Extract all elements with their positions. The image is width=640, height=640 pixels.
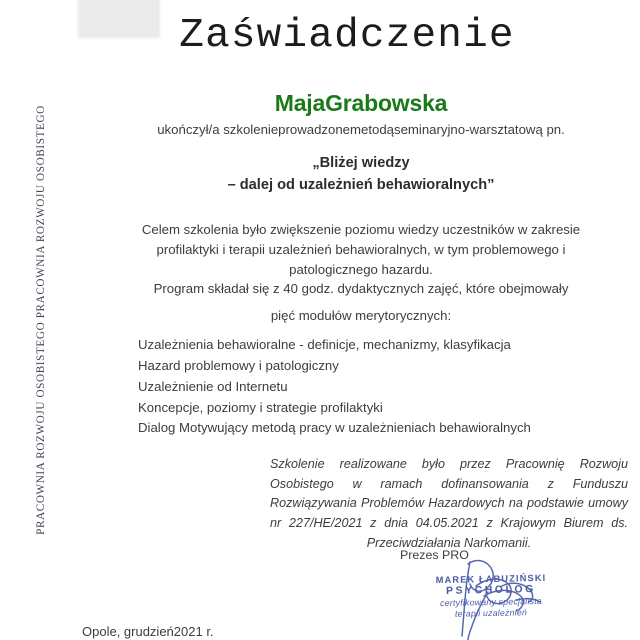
completion-subline: ukończył/a szkolenieprowadzonemetodąseminaryjno-warsztatową pn. <box>157 122 565 137</box>
stamp-profession: PSYCHOLOG <box>445 584 536 597</box>
modules-intro: pięć modułów merytorycznych: <box>270 308 452 323</box>
recipient-name: MajaGrabowska <box>274 90 448 116</box>
place-and-date: Opole, grudzień2021 r. <box>82 624 214 639</box>
page-title: Zaświadczenie <box>179 13 515 59</box>
purpose-paragraph: Celem szkolenia było zwiększenie poziomu wiedzy uczestników w zakresie profilaktyki i terapii uzależnień behawioralnych, w tym problemowego i patologicznego hazardu. <box>141 222 581 277</box>
module-list <box>138 335 598 439</box>
training-title <box>82 152 640 196</box>
funding-note: Szkolenie realizowane było przez Pracownię Rozwoju Osobistego w ramach dofinansowania z Funduszu Rozwiązywania Problemów Hazardowych na podstawie umowy nr 227/HE/2021 z dnia 04.05.2021 z Krajowym Biurem ds. Przeciwdziałania Narkomanii. <box>270 457 628 550</box>
training-title-line-2: – dalej od uzależnień behawioralnych” <box>227 177 495 194</box>
list-item: Hazard problemowy i patologiczny <box>138 357 339 373</box>
vertical-brand-band <box>0 0 82 640</box>
program-paragraph: Program składał się z 40 godz. dydaktycznych zajęć, które obejmowały <box>153 281 569 296</box>
vertical-brand-text: PRACOWNIA ROZWOJU OSOBISTEGO PRACOWNIA ROZWOJU OSOBISTEGO <box>35 105 47 535</box>
list-item: Dialog Motywujący metodą pracy w uzależnieniach behawioralnych <box>138 420 531 436</box>
stamp-credential-line-1: certyfikowany specjalista <box>439 596 542 609</box>
list-item: Uzależnienie od Internetu <box>138 378 288 394</box>
handwritten-signature-icon <box>392 556 592 640</box>
list-item: Koncepcje, poziomy i strategie profilaktyki <box>138 399 383 415</box>
signature-block <box>392 556 592 640</box>
signature-role-label: Prezes PRO <box>400 548 469 562</box>
certificate-content <box>82 0 640 640</box>
list-item: Uzależnienia behawioralne - definicje, mechanizmy, klasyfikacja <box>138 337 511 352</box>
stamp-credential-line-2: terapii uzależnień <box>454 606 528 619</box>
stamp-name: MAREK ŁABUZIŃSKI <box>435 572 547 586</box>
training-title-line-1: „Bliżej wiedzy <box>312 155 410 171</box>
